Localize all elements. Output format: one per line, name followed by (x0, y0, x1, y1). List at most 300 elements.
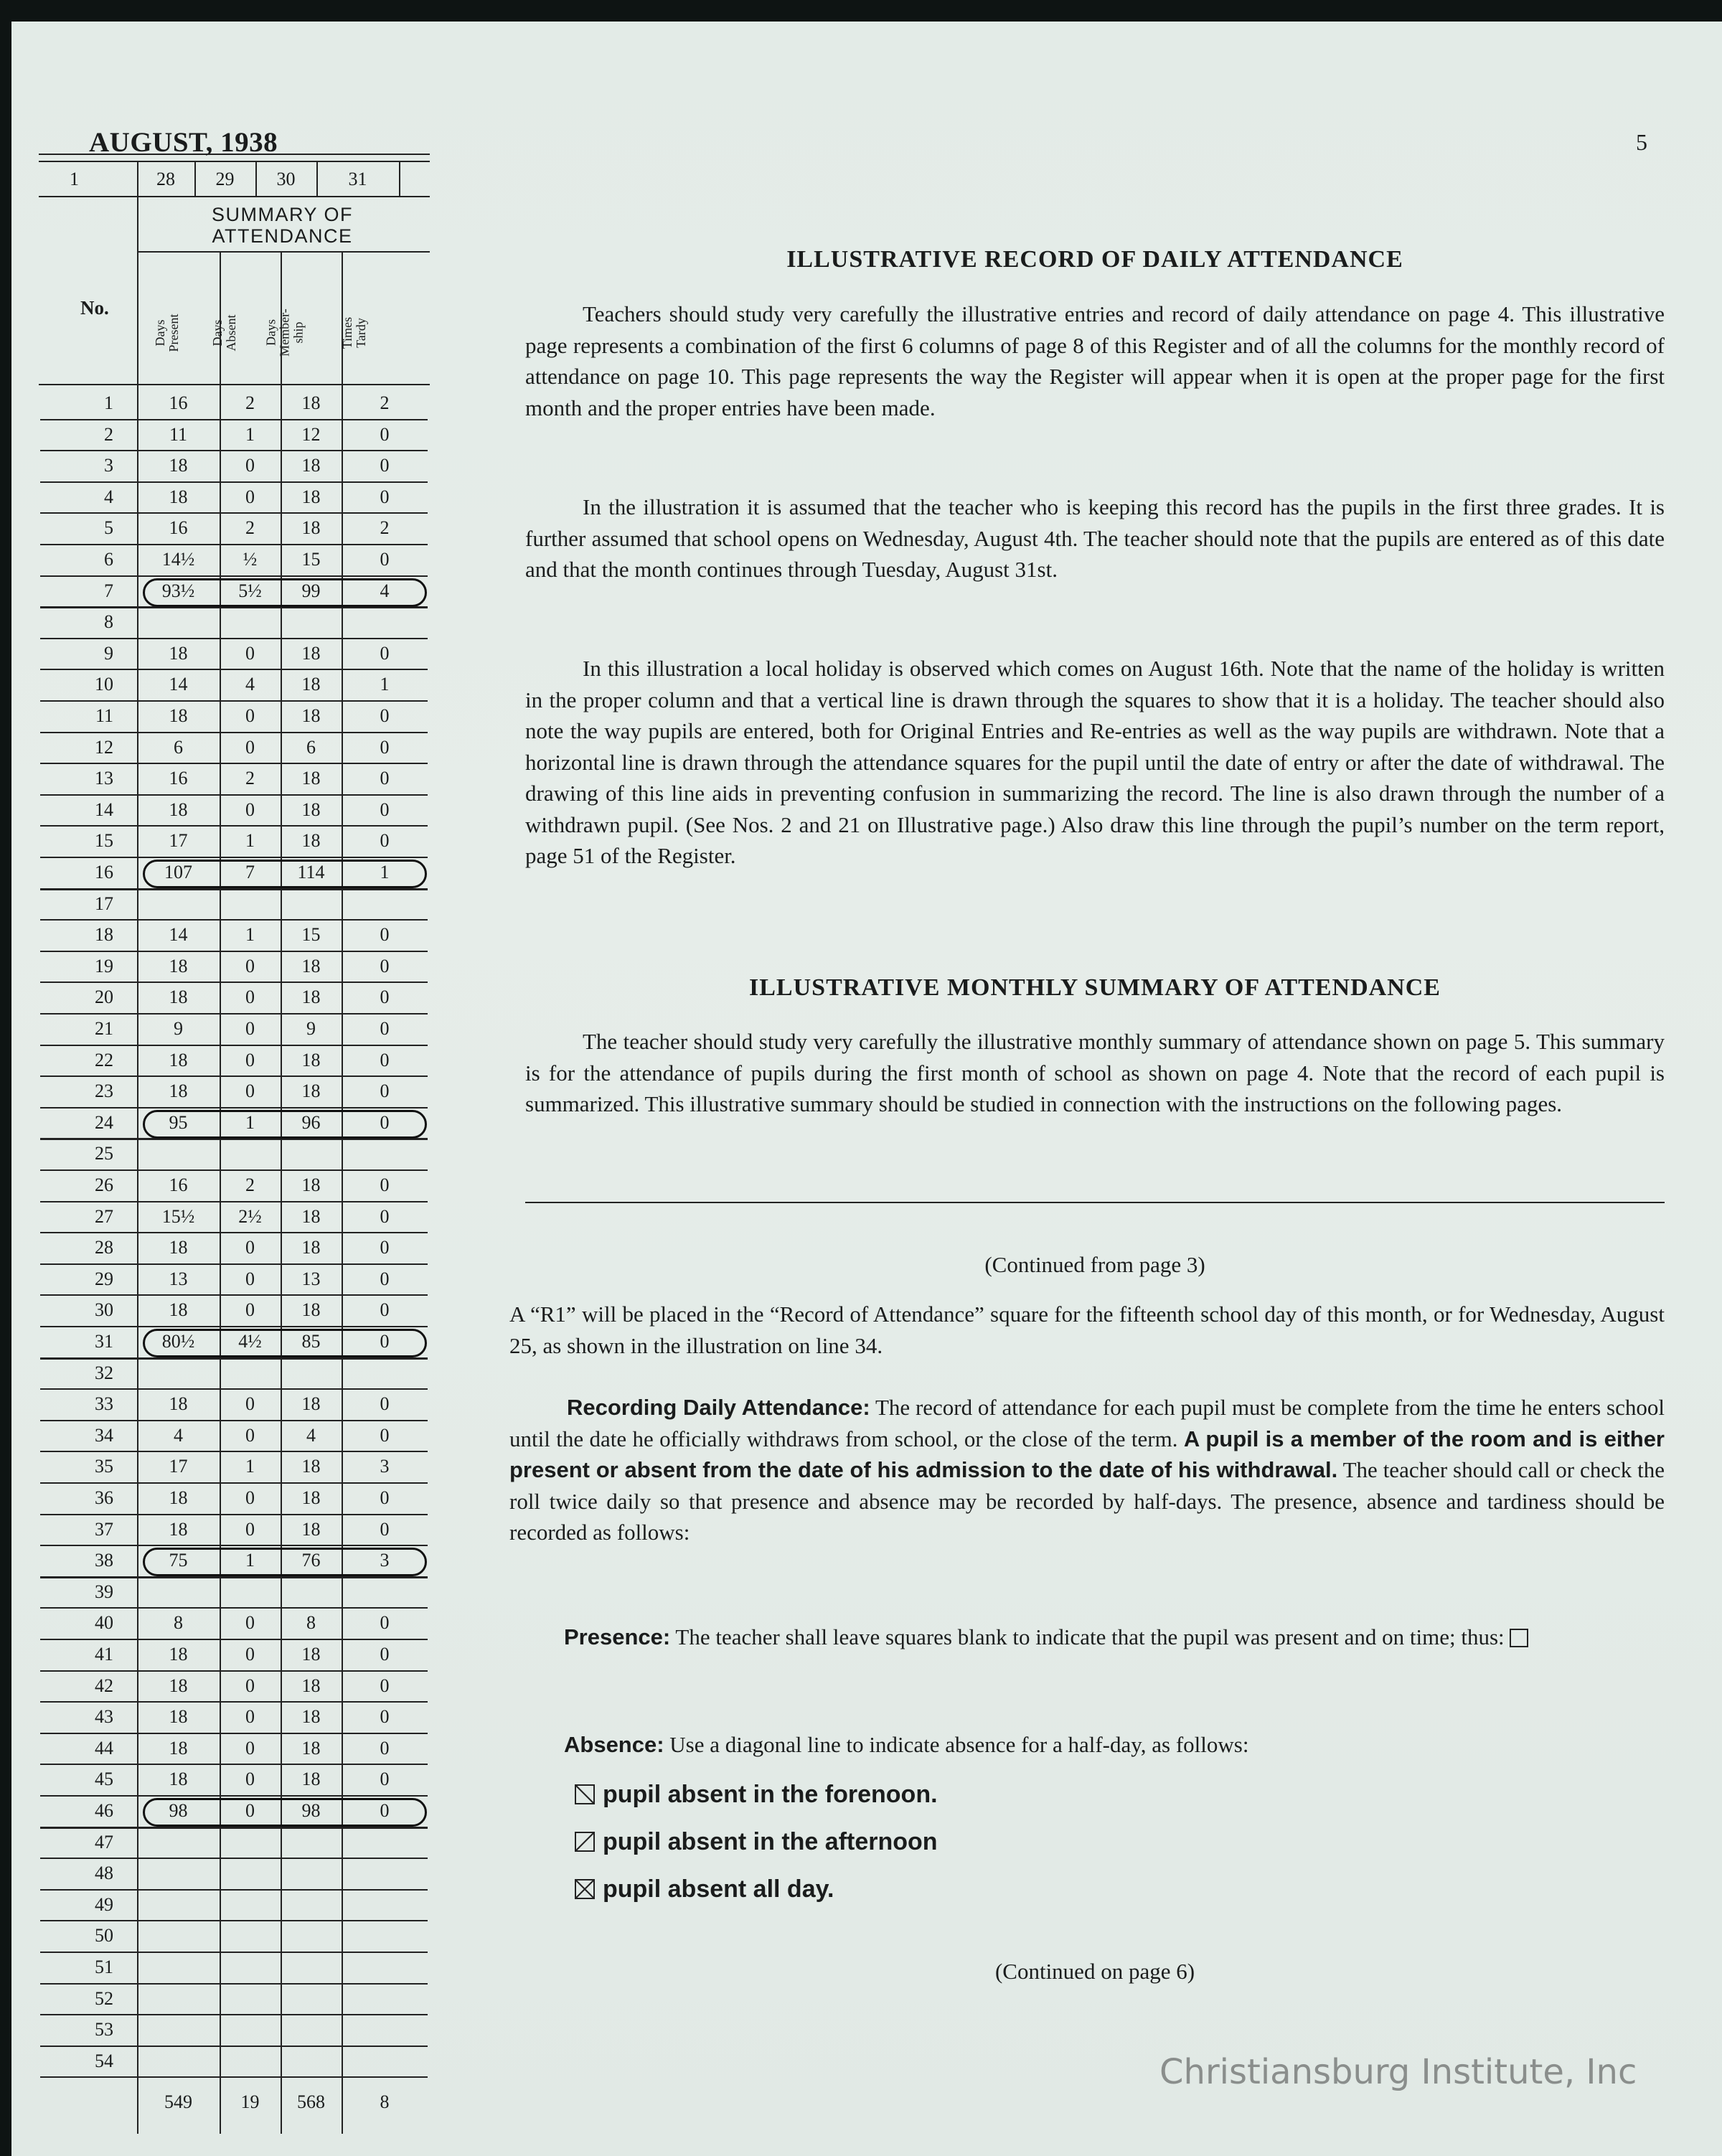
daily-attendance-para-3: In this illustration a local holiday is observed which comes on August 16th. Note that the name of the holiday is written in the proper column and that a vertical line is drawn through the squares to show that it is a holiday. The teacher should also note the way pupils are entered, both for Original Entries and Re-entries as well as the way pupils are withdrawn. Note that a horizontal line is drawn through the attendance squares for the pupil until the date of entry or after the date of withdrawal. The drawing of this line aids in preventing confusion in summarizing the record. The line is also drawn through the number of a withdrawn pupil. (See Nos. 2 and 21 on Illustrative page.) Also draw this line through the pupil’s number on the term report, page 51 of the Register. (525, 656, 1665, 868)
row-value: 0 (380, 768, 390, 789)
row-number: 1 (104, 392, 113, 413)
date-cell: 1 (70, 169, 79, 189)
row-rule (40, 2076, 428, 2078)
row-value: 18 (301, 1049, 321, 1070)
row-value: 0 (380, 1612, 390, 1634)
total-times-tardy: 8 (380, 2091, 390, 2112)
row-value (342, 608, 428, 636)
row-value: 8 (306, 1612, 316, 1634)
row-value: 4 (245, 674, 255, 695)
row-number: 29 (95, 1268, 113, 1289)
row-value: 18 (169, 955, 188, 976)
row-number: 16 (95, 862, 113, 882)
row-number: 9 (104, 642, 113, 664)
date-cell: 30 (276, 169, 296, 189)
row-value: 18 (301, 705, 321, 726)
row-value: 18 (301, 1644, 321, 1665)
row-value (220, 890, 281, 918)
row-value: 5½ (238, 580, 262, 601)
row-value: 1 (380, 862, 390, 882)
row-value: 18 (301, 1393, 321, 1415)
row-value (281, 1891, 342, 1919)
row-value: 18 (301, 1237, 321, 1258)
row-value: 0 (380, 1111, 390, 1133)
row-number: 3 (104, 455, 113, 476)
row-value: 0 (380, 987, 390, 1008)
absence-afternoon-item: pupil absent in the afternoon (574, 1828, 938, 1856)
row-value: 0 (245, 1518, 255, 1540)
row-value: 18 (169, 1769, 188, 1790)
row-value: 9 (174, 1018, 183, 1039)
row-value: 0 (245, 987, 255, 1008)
row-value: 0 (380, 736, 390, 758)
row-value: 15 (301, 549, 321, 570)
row-value (281, 1578, 342, 1606)
subtotal-oval (143, 1329, 427, 1357)
row-number: 15 (95, 830, 113, 852)
row-value (281, 1859, 342, 1888)
row-value (137, 1359, 220, 1388)
times-tardy-header: Times Tardy (340, 316, 368, 349)
attendance-summary-table (11, 22, 442, 2145)
row-value: 14 (169, 924, 188, 946)
row-value: 0 (380, 1174, 390, 1195)
row-value: 0 (380, 1331, 390, 1352)
row-value: 0 (245, 1706, 255, 1728)
row-value: 0 (380, 1424, 390, 1446)
row-value: 0 (245, 455, 255, 476)
row-value: 13 (301, 1268, 321, 1289)
subtotal-oval (143, 1548, 427, 1576)
absence-forenoon-item: pupil absent in the forenoon. (574, 1781, 938, 1809)
row-value: 0 (245, 1769, 255, 1790)
row-number: 17 (95, 893, 113, 914)
row-value (342, 1921, 428, 1950)
row-value: 18 (301, 1737, 321, 1759)
row-value: ½ (243, 549, 258, 570)
row-value: 95 (169, 1111, 188, 1133)
row-value: 2 (245, 768, 255, 789)
row-value: 7 (245, 862, 255, 882)
row-number: 49 (95, 1893, 113, 1915)
row-value (281, 1828, 342, 1857)
row-value: 0 (380, 955, 390, 976)
row-value: 0 (380, 924, 390, 946)
row-value (220, 1953, 281, 1982)
row-value (137, 1139, 220, 1168)
row-value: 0 (245, 1237, 255, 1258)
days-present-header: Days Present (153, 314, 181, 352)
row-value: 16 (169, 392, 188, 413)
row-value (137, 1859, 220, 1888)
row-number: 2 (104, 423, 113, 445)
row-value: 18 (301, 455, 321, 476)
row-value: 14 (169, 674, 188, 695)
total-days-membership: 568 (297, 2091, 325, 2112)
row-number: 12 (95, 736, 113, 758)
row-value: 0 (245, 736, 255, 758)
row-number: 52 (95, 1987, 113, 2009)
row-value: 18 (301, 1769, 321, 1790)
row-value: 18 (301, 1675, 321, 1696)
date-cell: 28 (156, 169, 175, 189)
afternoon-slash-square-icon (574, 1831, 596, 1853)
row-value: 0 (245, 1737, 255, 1759)
row-value: 0 (380, 1268, 390, 1289)
row-value: 18 (301, 674, 321, 695)
row-value: 15 (301, 924, 321, 946)
row-value: 114 (297, 862, 325, 882)
row-value: 18 (169, 486, 188, 507)
row-value (281, 1139, 342, 1168)
row-number: 22 (95, 1049, 113, 1070)
row-value: 4 (380, 580, 390, 601)
row-value: 2½ (238, 1205, 262, 1227)
row-value: 18 (169, 1299, 188, 1321)
row-value: 107 (164, 862, 192, 882)
watermark: Christiansburg Institute, Inc (1159, 2052, 1637, 2092)
row-value: 18 (301, 955, 321, 976)
row-value: 18 (301, 799, 321, 820)
register-page (11, 22, 1722, 2156)
row-number: 18 (95, 924, 113, 946)
row-number: 54 (95, 2050, 113, 2071)
row-value (220, 608, 281, 636)
row-value: 0 (380, 549, 390, 570)
row-value: 18 (301, 642, 321, 664)
row-number: 47 (95, 1831, 113, 1853)
row-value (220, 1828, 281, 1857)
daily-attendance-para-2: In the illustration it is assumed that the teacher who is keeping this record has the pupils in the first three grades. It is further assumed that school opens on Wednesday, August 4th. The teacher should note that the pupils are entered as of this date and that the month continues through Tuesday, August 31st. (525, 494, 1665, 582)
row-value: 18 (169, 642, 188, 664)
row-value: 16 (169, 768, 188, 789)
daily-attendance-para-1: Teachers should study very carefully the illustrative entries and record of daily attendance on page 4. This illustrative page represents a combination of the first 6 columns of page 8 of this Register and of all the columns for the monthly record of attendance on page 10. This page represents the way the Register will appear when it is open at the proper page for the first month and the proper entries have been made. (525, 301, 1665, 420)
row-value: 2 (380, 517, 390, 539)
row-value: 0 (245, 1675, 255, 1696)
row-value: 0 (380, 1644, 390, 1665)
row-number: 5 (104, 517, 113, 539)
row-value: 1 (245, 1456, 255, 1477)
r1-paragraph: A “R1” will be placed in the “Record of Attendance” square for the fifteenth school day of this month, or for Wednesday, August 25, as shown in the illustration on line 34. (509, 1301, 1665, 1358)
continued-from-note: (Continued from page 3) (984, 1252, 1205, 1277)
row-value: 2 (245, 1174, 255, 1195)
row-value: 18 (169, 1049, 188, 1070)
row-value: 18 (169, 1487, 188, 1508)
subtotal-oval (143, 578, 427, 607)
row-number: 46 (95, 1800, 113, 1821)
row-number: 45 (95, 1769, 113, 1790)
row-value: 0 (245, 705, 255, 726)
row-value (342, 1139, 428, 1168)
row-value: 6 (174, 736, 183, 758)
row-value: 18 (169, 1737, 188, 1759)
row-value (281, 1953, 342, 1982)
row-value: 18 (169, 1393, 188, 1415)
row-value (137, 2047, 220, 2076)
row-number: 35 (95, 1456, 113, 1477)
summary-title-line1: SUMMARY OF (211, 204, 354, 225)
row-value (137, 1578, 220, 1606)
row-value: 0 (245, 1268, 255, 1289)
date-cell: 29 (215, 169, 235, 189)
row-value: 85 (301, 1331, 321, 1352)
month-heading: AUGUST, 1938 (89, 127, 278, 158)
row-value: 13 (169, 1268, 188, 1289)
row-value: 0 (380, 1518, 390, 1540)
row-number: 24 (95, 1111, 113, 1133)
row-value (342, 1953, 428, 1982)
row-value (220, 1139, 281, 1168)
row-value: 1 (245, 924, 255, 946)
row-number: 28 (95, 1237, 113, 1258)
row-number: 43 (95, 1706, 113, 1728)
row-value (220, 1859, 281, 1888)
row-value (137, 1921, 220, 1950)
row-value: 0 (380, 1706, 390, 1728)
row-number: 30 (95, 1299, 113, 1321)
row-value: 1 (245, 1111, 255, 1133)
row-value: 18 (301, 1456, 321, 1477)
row-value: 0 (380, 423, 390, 445)
row-value: 0 (380, 1487, 390, 1508)
row-number: 19 (95, 955, 113, 976)
row-value: 0 (380, 1393, 390, 1415)
row-value: 18 (301, 486, 321, 507)
recording-label: Recording Daily Attendance: (567, 1395, 870, 1420)
row-value: 8 (174, 1612, 183, 1634)
row-value: 0 (245, 1800, 255, 1821)
row-value: 4 (174, 1424, 183, 1446)
row-value: 2 (245, 392, 255, 413)
row-value (342, 1859, 428, 1888)
row-value: 17 (169, 1456, 188, 1477)
row-value (220, 1891, 281, 1919)
row-number: 7 (104, 580, 113, 601)
row-value: 18 (301, 1518, 321, 1540)
row-value: 0 (245, 1644, 255, 1665)
row-value: 0 (380, 1049, 390, 1070)
row-value: 0 (245, 1081, 255, 1102)
subtotal-oval (143, 1110, 427, 1139)
row-value: 0 (245, 486, 255, 507)
row-number: 31 (95, 1331, 113, 1352)
row-value (281, 608, 342, 636)
row-value: 96 (301, 1111, 321, 1133)
row-number: 38 (95, 1550, 113, 1571)
all-day-cross-square-icon (574, 1878, 596, 1900)
section-title-monthly-summary: ILLUSTRATIVE MONTHLY SUMMARY OF ATTENDANCE (749, 974, 1441, 1001)
row-value (342, 2047, 428, 2076)
row-value: 0 (380, 799, 390, 820)
row-value: 18 (169, 987, 188, 1008)
row-value: 0 (245, 1049, 255, 1070)
row-value: 0 (380, 705, 390, 726)
row-value (220, 1359, 281, 1388)
row-number: 50 (95, 1925, 113, 1946)
row-value: 0 (380, 1081, 390, 1102)
row-value: 18 (301, 517, 321, 539)
forenoon-slash-square-icon (574, 1784, 596, 1805)
row-value: 0 (380, 1769, 390, 1790)
row-value: 17 (169, 830, 188, 852)
row-value: 0 (245, 1393, 255, 1415)
row-value: 18 (169, 1644, 188, 1665)
row-value: 18 (301, 1205, 321, 1227)
row-value (220, 1578, 281, 1606)
row-value (220, 1921, 281, 1950)
row-value: 18 (169, 1706, 188, 1728)
row-value: 18 (169, 1237, 188, 1258)
row-value (342, 1828, 428, 1857)
row-value: 76 (301, 1550, 321, 1571)
row-value (137, 1953, 220, 1982)
row-value (342, 1578, 428, 1606)
row-value (281, 890, 342, 918)
continued-on-note: (Continued on page 6) (994, 1959, 1195, 1984)
row-value: 2 (245, 517, 255, 539)
recording-daily-attendance: Recording Daily Attendance: The record of attendance for each pupil must be complete from the time he enters school until the date he officially withdraws from school, or the close of the term. A pupil is a member of the room and is either present or absent from the date of his admission to the date of his withdrawal. The teacher should call or check the roll twice daily so that presence and absence may be recorded by half-days. The presence, absence and tardiness should be recorded as follows: (509, 1395, 1665, 1545)
row-value (342, 1985, 428, 2013)
row-value: 0 (245, 642, 255, 664)
row-value (220, 2015, 281, 2044)
absence-paragraph: Absence: Use a diagonal line to indicate absence for a half-day, as follows: (564, 1732, 1249, 1757)
row-value: 80½ (161, 1331, 195, 1352)
row-value: 18 (301, 987, 321, 1008)
row-value: 18 (169, 1518, 188, 1540)
row-value: 0 (245, 1018, 255, 1039)
row-number: 21 (95, 1018, 113, 1039)
row-number: 13 (95, 768, 113, 789)
date-cell: 31 (348, 169, 367, 189)
row-value (137, 608, 220, 636)
row-value: 11 (169, 423, 188, 445)
row-value: 12 (301, 423, 321, 445)
row-value: 0 (380, 1675, 390, 1696)
row-value (220, 2047, 281, 2076)
row-value (281, 1359, 342, 1388)
row-number: 4 (104, 486, 113, 507)
row-value: 0 (245, 1299, 255, 1321)
no-column-label: No. (80, 297, 109, 319)
row-value: 16 (169, 1174, 188, 1195)
row-value: 18 (301, 768, 321, 789)
row-number: 23 (95, 1081, 113, 1102)
row-number: 48 (95, 1863, 113, 1884)
row-value: 0 (245, 799, 255, 820)
row-value: 18 (301, 1487, 321, 1508)
row-value: 75 (169, 1550, 188, 1571)
row-value: 18 (169, 799, 188, 820)
row-value: 18 (169, 1675, 188, 1696)
row-value: 3 (380, 1550, 390, 1571)
row-value (281, 2047, 342, 2076)
divider (525, 1202, 1665, 1203)
row-value: 98 (169, 1800, 188, 1821)
row-value: 0 (380, 642, 390, 664)
row-number: 10 (95, 674, 113, 695)
row-number: 36 (95, 1487, 113, 1508)
row-value: 3 (380, 1456, 390, 1477)
row-value: 6 (306, 736, 316, 758)
row-value: 18 (301, 830, 321, 852)
row-value: 0 (380, 1205, 390, 1227)
row-value: 18 (301, 1081, 321, 1102)
row-number: 44 (95, 1737, 113, 1759)
section-title-daily-attendance: ILLUSTRATIVE RECORD OF DAILY ATTENDANCE (786, 246, 1403, 273)
row-value: 0 (245, 1487, 255, 1508)
row-number: 27 (95, 1205, 113, 1227)
row-value: 0 (380, 1018, 390, 1039)
presence-paragraph: Presence: The teacher shall leave squares blank to indicate that the pupil was present and on time; thus: (564, 1621, 1665, 1653)
row-value: 98 (301, 1800, 321, 1821)
row-number: 8 (104, 611, 113, 633)
row-value: 0 (380, 1237, 390, 1258)
row-value (342, 1891, 428, 1919)
row-value: 1 (245, 830, 255, 852)
row-value (137, 1891, 220, 1919)
row-value: 0 (245, 955, 255, 976)
row-value (342, 1359, 428, 1388)
row-value: 16 (169, 517, 188, 539)
row-number: 33 (95, 1393, 113, 1415)
row-value: 2 (380, 392, 390, 413)
row-value (137, 1828, 220, 1857)
row-value: 18 (169, 455, 188, 476)
row-number: 41 (95, 1644, 113, 1665)
row-value (281, 1985, 342, 2013)
row-value (281, 1921, 342, 1950)
blank-square-icon (1510, 1629, 1528, 1647)
row-value: 18 (301, 1706, 321, 1728)
row-number: 51 (95, 1957, 113, 1977)
row-value (137, 2015, 220, 2044)
row-value (342, 890, 428, 918)
row-number: 34 (95, 1424, 113, 1446)
row-value: 18 (301, 1299, 321, 1321)
row-number: 53 (95, 2019, 113, 2040)
row-value: 1 (245, 1550, 255, 1571)
row-value: 0 (380, 486, 390, 507)
summary-title-line2: ATTENDANCE (212, 225, 353, 247)
row-number: 6 (104, 549, 113, 570)
row-value: 18 (169, 1081, 188, 1102)
row-value (137, 890, 220, 918)
row-value: 1 (245, 423, 255, 445)
days-membership-header: Days Member- ship (263, 309, 306, 357)
row-value (281, 2015, 342, 2044)
total-days-present: 549 (164, 2091, 192, 2112)
row-value (137, 1985, 220, 2013)
subtotal-oval (143, 1798, 427, 1827)
subtotal-oval (143, 860, 427, 888)
row-number: 40 (95, 1612, 113, 1634)
row-value: 0 (380, 1737, 390, 1759)
row-number: 20 (95, 987, 113, 1008)
row-value: 0 (380, 1800, 390, 1821)
row-value: 93½ (161, 580, 195, 601)
row-value: 18 (301, 392, 321, 413)
row-number: 26 (95, 1174, 113, 1195)
row-number: 37 (95, 1518, 113, 1540)
row-number: 11 (95, 705, 113, 726)
row-value (342, 2015, 428, 2044)
row-value (220, 1985, 281, 2013)
row-value: 18 (301, 1174, 321, 1195)
absence-all-day-item: pupil absent all day. (574, 1875, 834, 1903)
row-value: 4 (306, 1424, 316, 1446)
row-number: 42 (95, 1675, 113, 1696)
total-days-absent: 19 (240, 2091, 260, 2112)
